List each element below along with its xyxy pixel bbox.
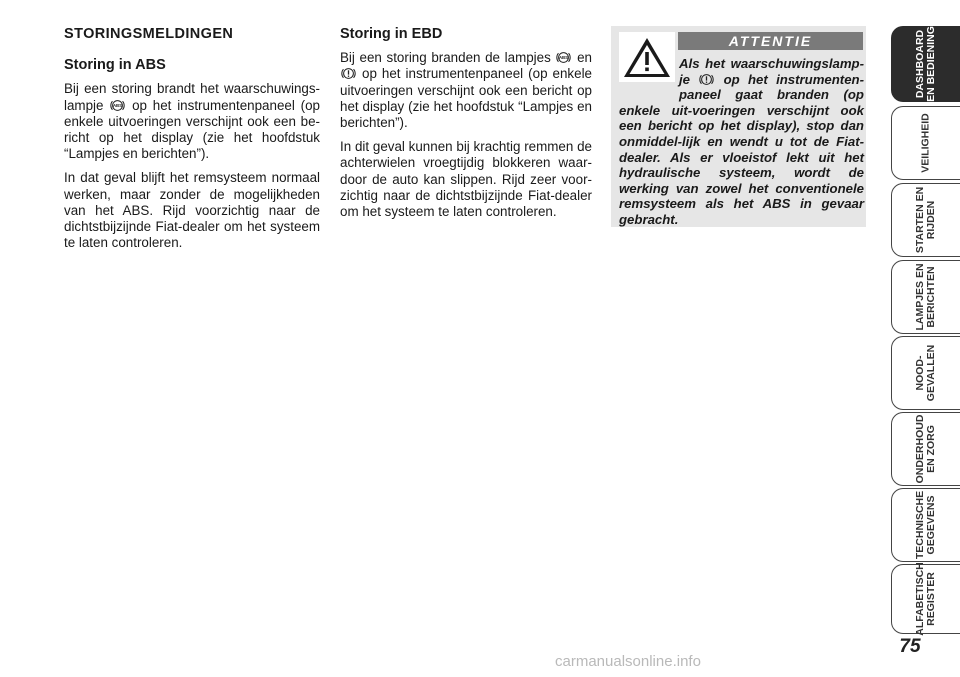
tab-maintenance[interactable]	[891, 412, 960, 486]
ebd-paragraph-1-end: op het instrumentenpaneel (op enkele uitvoeringen verschijnt ook een bericht op het display (zie het hoofdstuk “Lampjes en berichten”).	[340, 66, 592, 131]
watermark: carmanualsonline.info	[555, 653, 701, 670]
tab-technical-data-label: TECHNISCHE GEGEVENS	[914, 490, 937, 560]
tab-emergencies-label: NOOD- GEVALLEN	[914, 344, 937, 402]
chapter-tabs	[891, 26, 960, 634]
ebd-subheading: Storing in EBD	[340, 26, 443, 42]
ebd-paragraph-1-start: Bij een storing branden de lampjes	[340, 50, 551, 66]
svg-text:ABS: ABS	[559, 55, 569, 61]
attention-text-start: Als het waarschuwingslamp-je	[679, 56, 864, 87]
brake-warning-icon	[341, 66, 356, 81]
attention-label: ATTENTIE	[678, 32, 863, 50]
tab-index[interactable]	[891, 564, 960, 634]
brake-warning-icon	[699, 72, 714, 87]
svg-text:ABS: ABS	[113, 102, 123, 108]
abs-warning-icon	[556, 50, 571, 65]
tab-lights-messages[interactable]	[891, 260, 960, 334]
abs-subheading: Storing in ABS	[64, 57, 166, 74]
abs-paragraph-2: In dat geval blijft het remsysteem normaal werken, maar zonder de mogelijkheden van het ABS. Rijd voorzichtig naar de dichtstbijzijnde Fiat-dealer om het systeem te laten controleren.	[64, 170, 320, 251]
tab-safety[interactable]	[891, 106, 960, 180]
tab-index-label: ALFABETISCH REGISTER	[914, 562, 937, 636]
tab-technical-data[interactable]	[891, 488, 960, 562]
attention-text	[619, 56, 864, 228]
attention-text-end: op het instrumenten-paneel gaat branden (op enkele uit-voeringen verschijnt ook een bericht op het display), stop dan onmiddel-lijk en wendt u tot de Fiat-dealer. Als er vloeistof lekt uit het hydraulische systeem, wordt de werking van zowel het conventionele remsysteem als het ABS in gevaar gebracht.	[619, 71, 864, 227]
page-number: 75	[899, 636, 921, 657]
abs-warning-icon	[110, 98, 125, 113]
section-heading: STORINGSMELDINGEN	[64, 26, 234, 42]
attention-box	[611, 26, 866, 227]
ebd-paragraph-1	[340, 50, 592, 131]
tab-starting-driving-label: STARTEN EN RIJDEN	[914, 186, 937, 254]
tab-maintenance-label: ONDERHOUD EN ZORG	[914, 414, 937, 484]
tab-dashboard[interactable]	[891, 26, 960, 102]
left-column	[64, 26, 320, 259]
middle-column	[340, 26, 592, 228]
tab-starting-driving[interactable]	[891, 183, 960, 257]
ebd-paragraph-1-and: en	[577, 50, 592, 66]
abs-paragraph-1-start: Bij een storing brandt het waarschuwings-lampje	[64, 81, 320, 113]
tab-lights-messages-label: LAMPJES EN BERICHTEN	[914, 263, 937, 331]
tab-emergencies[interactable]	[891, 336, 960, 410]
tab-dashboard-label: DASHBOARD EN BEDIENING	[914, 26, 937, 102]
ebd-paragraph-2: In dit geval kunnen bij krachtig remmen de achterwielen vroegtijdig blokkeren waar-door de auto kan slippen. Rijd zeer voor-zichtig naar de dichtstbijzijnde Fiat-dealer om het systeem te laten controleren.	[340, 139, 592, 220]
abs-paragraph-1-end: op het instrumentenpaneel (op enkele uitvoeringen verschijnt ook een be-richt op het display (zie het hoofdstuk “Lampjes en berichten”).	[64, 97, 320, 162]
abs-paragraph-1	[64, 81, 320, 162]
tab-safety-label: VEILIGHEID	[919, 113, 932, 173]
